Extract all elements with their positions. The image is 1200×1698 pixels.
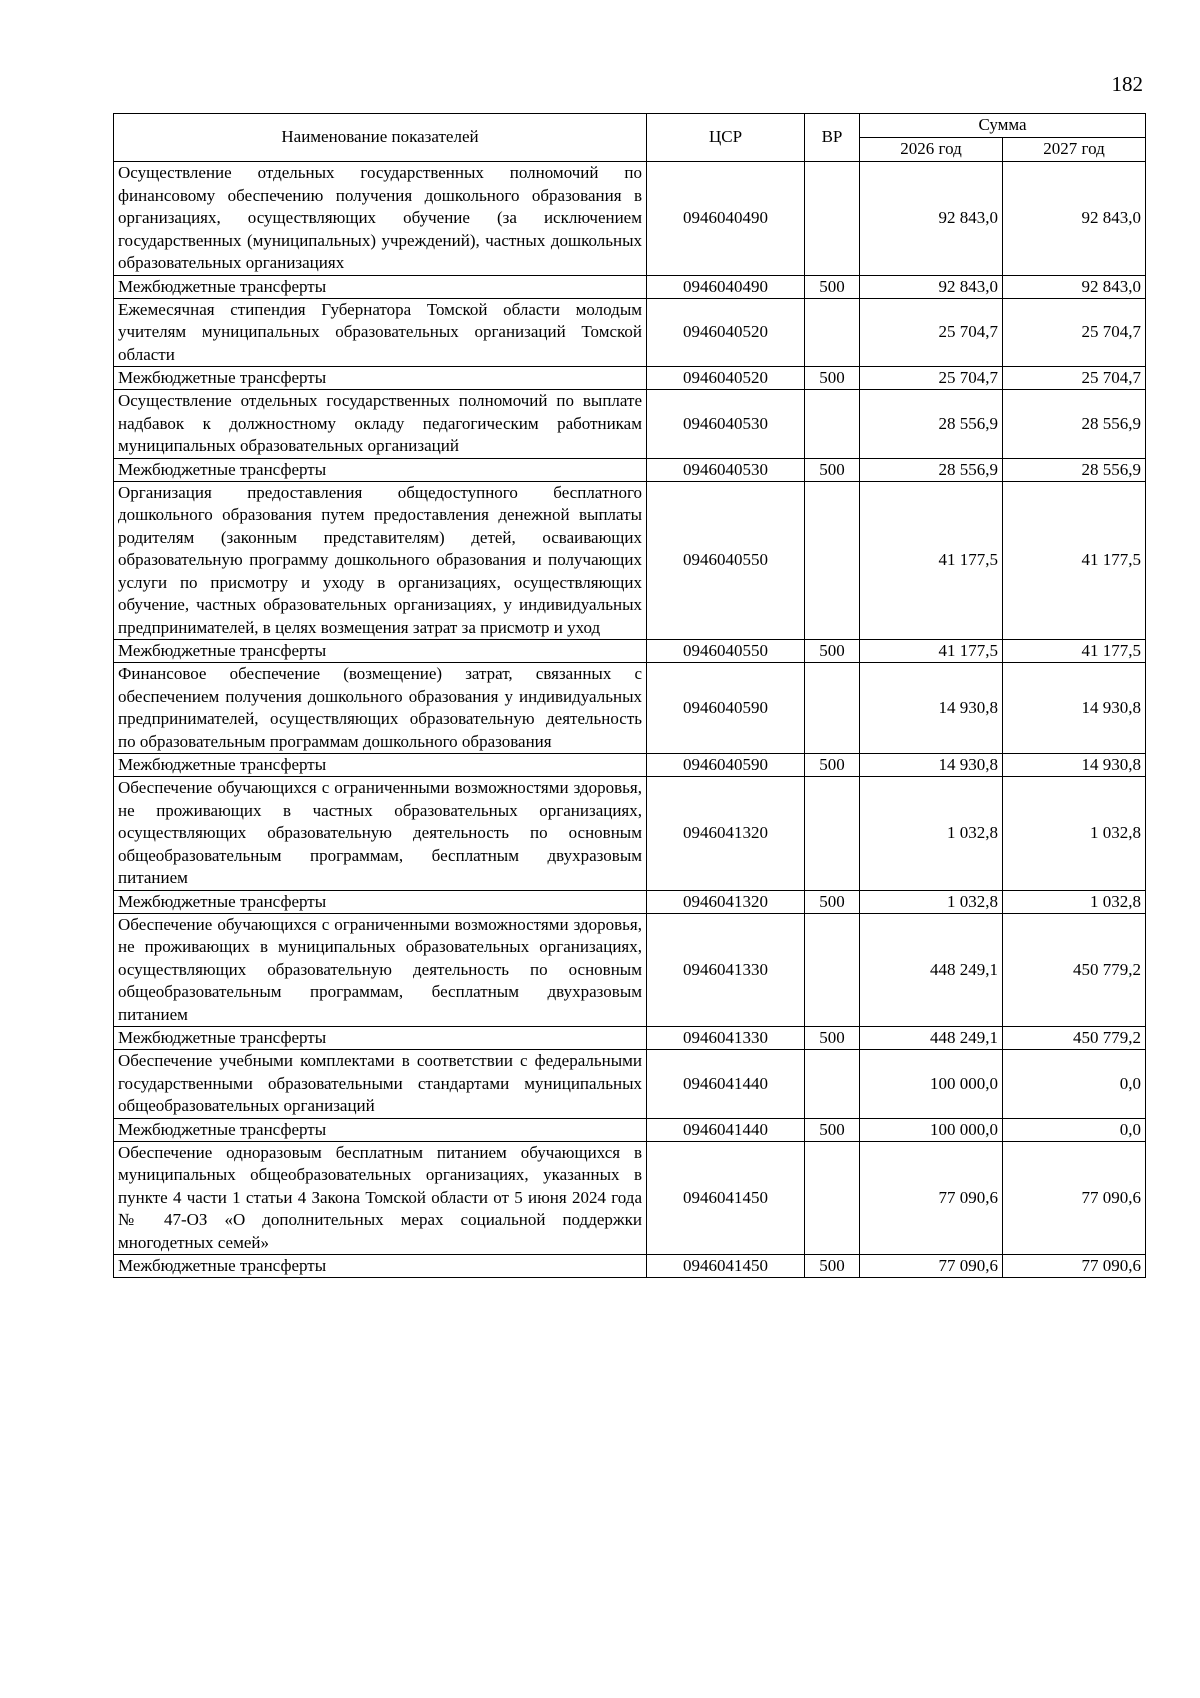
cell-amount-2026: 77 090,6 [860,1141,1003,1255]
table-row [114,777,1146,891]
cell-amount-2027: 41 177,5 [1003,481,1146,640]
cell-vr: 500 [805,1118,860,1141]
table-row [114,1027,1146,1050]
cell-vr: 500 [805,754,860,777]
cell-amount-2027: 92 843,0 [1003,162,1146,276]
cell-name: Межбюджетные трансферты [114,458,647,481]
cell-amount-2026: 448 249,1 [860,1027,1003,1050]
cell-vr: 500 [805,275,860,298]
cell-name: Межбюджетные трансферты [114,1255,647,1278]
cell-amount-2026: 92 843,0 [860,162,1003,276]
cell-csr: 0946040550 [647,640,805,663]
cell-vr [805,663,860,754]
cell-name: Осуществление отдельных государственных полномочий по финансовому обеспечению получения дошкольного образования в организациях, осуществляющих обучение (за исключением государственных (муниципальных) учреждений), частных дошкольных образовательных организациях [114,162,647,276]
cell-name: Обеспечение учебными комплектами в соответствии с федеральными государственными образовательными стандартами муниципальных общеобразовательных организаций [114,1050,647,1119]
table-header [114,114,1146,162]
cell-amount-2027: 450 779,2 [1003,1027,1146,1050]
cell-vr [805,1141,860,1255]
cell-csr: 0946040590 [647,754,805,777]
cell-amount-2027: 92 843,0 [1003,275,1146,298]
cell-amount-2026: 92 843,0 [860,275,1003,298]
table-row [114,1255,1146,1278]
cell-name: Ежемесячная стипендия Губернатора Томской области молодым учителям муниципальных образовательных организаций Томской области [114,298,647,367]
table-row [114,367,1146,390]
cell-csr: 0946040490 [647,275,805,298]
cell-amount-2026: 25 704,7 [860,367,1003,390]
budget-table [113,113,1146,1278]
cell-amount-2027: 77 090,6 [1003,1255,1146,1278]
table-row [114,1141,1146,1255]
cell-vr [805,162,860,276]
cell-csr: 0946040590 [647,663,805,754]
cell-amount-2026: 100 000,0 [860,1050,1003,1119]
header-vr: ВР [805,114,860,162]
cell-name: Осуществление отдельных государственных полномочий по выплате надбавок к должностному окладу педагогическим работникам муниципальных образовательных организаций [114,390,647,459]
table-row [114,913,1146,1027]
cell-name: Обеспечение одноразовым бесплатным питанием обучающихся в муниципальных общеобразовательных организациях, указанных в пункте 4 части 1 статьи 4 Закона Томской области от 5 июня 2024 года № 47-ОЗ «О дополнительных мерах социальной поддержки многодетных семей» [114,1141,647,1255]
cell-amount-2027: 1 032,8 [1003,777,1146,891]
header-year-2026: 2026 год [860,138,1003,162]
header-name: Наименование показателей [114,114,647,162]
cell-amount-2027: 41 177,5 [1003,640,1146,663]
cell-amount-2027: 1 032,8 [1003,890,1146,913]
table-row [114,1118,1146,1141]
cell-vr: 500 [805,458,860,481]
header-csr: ЦСР [647,114,805,162]
cell-vr [805,1050,860,1119]
table-row [114,754,1146,777]
table-row [114,640,1146,663]
cell-name: Межбюджетные трансферты [114,367,647,390]
table-row [114,162,1146,276]
cell-vr: 500 [805,367,860,390]
cell-amount-2026: 14 930,8 [860,754,1003,777]
cell-name: Межбюджетные трансферты [114,754,647,777]
cell-name: Межбюджетные трансферты [114,275,647,298]
cell-amount-2026: 1 032,8 [860,777,1003,891]
cell-amount-2027: 14 930,8 [1003,754,1146,777]
cell-name: Межбюджетные трансферты [114,640,647,663]
cell-vr [805,913,860,1027]
cell-vr [805,777,860,891]
header-year-2027: 2027 год [1003,138,1146,162]
cell-amount-2026: 41 177,5 [860,481,1003,640]
cell-amount-2027: 450 779,2 [1003,913,1146,1027]
cell-csr: 0946041440 [647,1050,805,1119]
cell-amount-2026: 25 704,7 [860,298,1003,367]
cell-amount-2026: 100 000,0 [860,1118,1003,1141]
cell-csr: 0946041450 [647,1255,805,1278]
cell-csr: 0946040490 [647,162,805,276]
cell-amount-2027: 28 556,9 [1003,390,1146,459]
cell-vr: 500 [805,1027,860,1050]
cell-csr: 0946041320 [647,777,805,891]
cell-amount-2026: 14 930,8 [860,663,1003,754]
table-row [114,298,1146,367]
cell-vr: 500 [805,1255,860,1278]
table-row [114,890,1146,913]
cell-amount-2027: 14 930,8 [1003,663,1146,754]
cell-csr: 0946041440 [647,1118,805,1141]
cell-amount-2026: 448 249,1 [860,913,1003,1027]
page-number: 182 [1111,72,1143,96]
table-row [114,390,1146,459]
cell-name: Организация предоставления общедоступного бесплатного дошкольного образования путем предоставления денежной выплаты родителям (законным представителям) детей, осваивающих образовательную программу дошкольного образования и получающих услуги по присмотру и уходу в организациях, осуществляющих обучение, частных образовательных организациях, у индивидуальных предпринимателей, в целях возмещения затрат за присмотр и уход [114,481,647,640]
cell-csr: 0946040530 [647,390,805,459]
cell-amount-2027: 25 704,7 [1003,367,1146,390]
cell-csr: 0946040520 [647,298,805,367]
table-row [114,275,1146,298]
cell-amount-2027: 0,0 [1003,1050,1146,1119]
cell-name: Межбюджетные трансферты [114,1118,647,1141]
cell-csr: 0946041320 [647,890,805,913]
cell-vr [805,390,860,459]
table-row [114,663,1146,754]
cell-amount-2026: 28 556,9 [860,390,1003,459]
cell-vr: 500 [805,890,860,913]
cell-csr: 0946040530 [647,458,805,481]
cell-amount-2026: 77 090,6 [860,1255,1003,1278]
cell-name: Обеспечение обучающихся с ограниченными возможностями здоровья, не проживающих в частных образовательных организациях, осуществляющих образовательную деятельность по основным общеобразовательным программам, бесплатным двухразовым питанием [114,777,647,891]
header-sum: Сумма [860,114,1146,138]
table-body [114,162,1146,1278]
cell-csr: 0946040520 [647,367,805,390]
cell-vr: 500 [805,640,860,663]
cell-name: Обеспечение обучающихся с ограниченными возможностями здоровья, не проживающих в муниципальных образовательных организациях, осуществляющих образовательную деятельность по основным общеобразовательным программам, бесплатным двухразовым питанием [114,913,647,1027]
cell-amount-2026: 28 556,9 [860,458,1003,481]
cell-vr [805,481,860,640]
cell-amount-2027: 77 090,6 [1003,1141,1146,1255]
cell-name: Финансовое обеспечение (возмещение) затрат, связанных с обеспечением получения дошкольного образования у индивидуальных предпринимателей, осуществляющих образовательную деятельность по образовательным программам дошкольного образования [114,663,647,754]
table-row [114,1050,1146,1119]
cell-csr: 0946040550 [647,481,805,640]
cell-amount-2026: 41 177,5 [860,640,1003,663]
cell-name: Межбюджетные трансферты [114,1027,647,1050]
cell-amount-2026: 1 032,8 [860,890,1003,913]
cell-name: Межбюджетные трансферты [114,890,647,913]
cell-amount-2027: 25 704,7 [1003,298,1146,367]
cell-amount-2027: 28 556,9 [1003,458,1146,481]
cell-csr: 0946041450 [647,1141,805,1255]
table-row [114,458,1146,481]
table-row [114,481,1146,640]
cell-csr: 0946041330 [647,913,805,1027]
cell-amount-2027: 0,0 [1003,1118,1146,1141]
cell-vr [805,298,860,367]
cell-csr: 0946041330 [647,1027,805,1050]
